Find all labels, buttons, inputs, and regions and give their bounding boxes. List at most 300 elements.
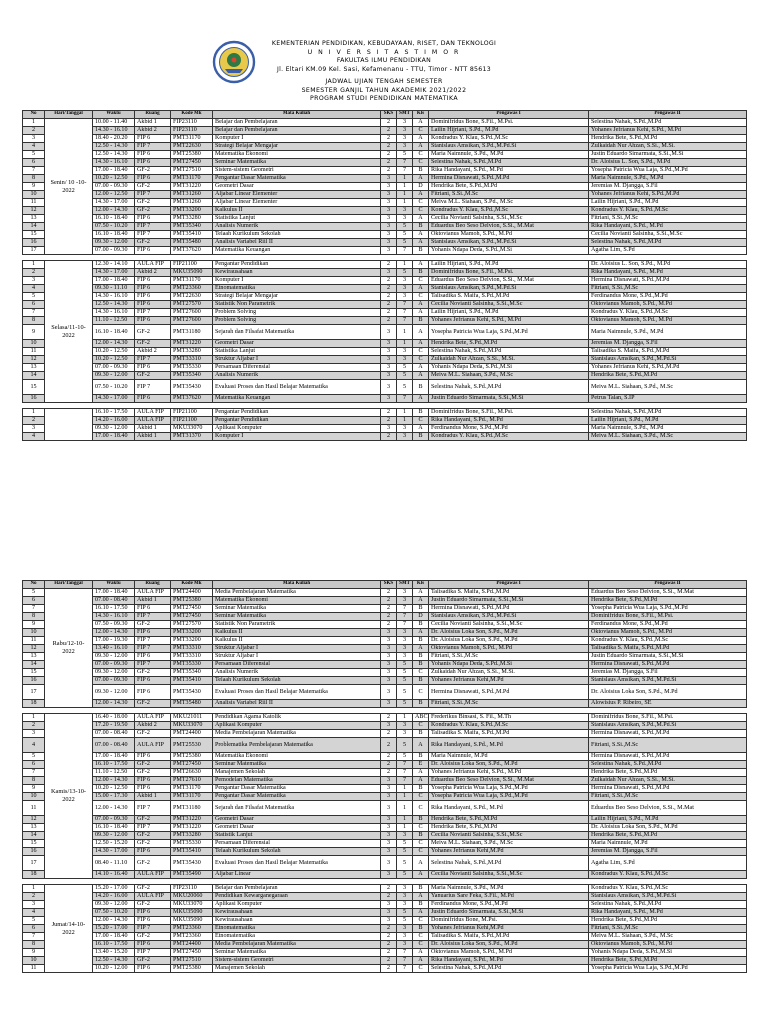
supervisor-1-cell: Hendrika Bete, S.Pd.,M.Pd <box>429 183 589 191</box>
semester-cell: 5 <box>397 380 413 395</box>
row-number-cell: 4 <box>23 143 45 151</box>
course-code-cell: PMT26630 <box>171 769 213 777</box>
course-name-cell: Etnomatematika <box>213 933 381 941</box>
supervisor-2-cell: Lailin Hijriani, S.Pd., M.Pd <box>589 816 747 824</box>
semester-cell: 5 <box>397 231 413 239</box>
credits-cell: 3 <box>381 848 397 856</box>
exam-time-cell: 11.10 - 12.50 <box>93 769 135 777</box>
course-name-cell: Pendidikan Kewarganegaraan <box>213 893 381 901</box>
supervisor-2-cell: Dr. Aloisius Loka Son, S.Pd., M.Pd <box>589 685 747 700</box>
exam-time-cell: 16.10 - 18.40 <box>93 824 135 832</box>
class-cell: C <box>413 277 429 285</box>
row-number-cell: 6 <box>23 925 45 933</box>
course-code-cell: PMT33200 <box>171 629 213 637</box>
room-cell: AULA FIP <box>135 893 171 901</box>
table-row <box>23 700 747 708</box>
exam-time-cell: 07.00 - 08.40 <box>93 730 135 738</box>
supervisor-2-cell: Stanislaus Amsikan, S.Pd.,M.Pd.Si <box>589 722 747 730</box>
day-date-cell <box>45 409 93 441</box>
course-name-cell: Geometri Dasar <box>213 824 381 832</box>
credits-cell: 2 <box>381 613 397 621</box>
table-row <box>23 965 747 973</box>
supervisor-1-cell: Yohanes Jefrianus Kehi, S.Pd., M.Pd <box>429 317 589 325</box>
exam-time-cell: 14.30 - 17.00 <box>93 269 135 277</box>
course-code-cell: PMT35490 <box>171 871 213 879</box>
course-name-cell: Manajemen Sekolah <box>213 769 381 777</box>
row-number-cell: 2 <box>23 722 45 730</box>
university-logo-icon <box>212 40 256 84</box>
course-name-cell: Pengantar Pendidikan <box>213 417 381 425</box>
supervisor-1-cell: Justin Eduardo Simarmata, S.Si.,M.Si <box>429 909 589 917</box>
supervisor-1-cell: Stanislaus Amsikan, S.Pd.,M.Pd.Si <box>429 285 589 293</box>
table-row <box>23 239 747 247</box>
row-number-cell: 3 <box>23 425 45 433</box>
table-row <box>23 183 747 191</box>
course-code-cell: PMT23360 <box>171 925 213 933</box>
class-cell: A <box>413 645 429 653</box>
row-number-cell: 5 <box>23 293 45 301</box>
semester-cell: 5 <box>397 223 413 231</box>
supervisor-1-cell: Yohanis Ndapa Deda, S.Pd.,M.Si <box>429 661 589 669</box>
supervisor-1-cell: Yohanes Jefrianus Kehi,M.Pd <box>429 925 589 933</box>
exam-time-cell: 14.30 - 16.10 <box>93 293 135 301</box>
class-cell: C <box>413 127 429 135</box>
course-code-cell: PMT27450 <box>171 761 213 769</box>
table-row <box>23 605 747 613</box>
semester-cell: 3 <box>397 653 413 661</box>
semester-cell: 1 <box>397 191 413 199</box>
supervisor-1-cell: Meiva M.L. Siahaan, S.Pd., M.Sc <box>429 372 589 380</box>
supervisor-1-cell: Frederikus Binsasi, S. Fil., M.Th <box>429 714 589 722</box>
supervisor-2-cell: Hendrika Bete, S.Pd.,M.Pd <box>589 372 747 380</box>
faculty-line: FAKULTAS ILMU PENDIDIKAN <box>336 57 432 65</box>
row-number-cell: 4 <box>23 285 45 293</box>
class-cell: A <box>413 325 429 340</box>
semester-line: SEMESTER GANJIL TAHUN AKADEMIK 2021/2022 <box>301 86 467 94</box>
class-cell: A <box>413 629 429 637</box>
semester-cell: 5 <box>397 700 413 708</box>
table-row <box>23 738 747 753</box>
semester-cell: 5 <box>397 685 413 700</box>
exam-time-cell: 14.30 - 16.10 <box>93 127 135 135</box>
supervisor-1-cell: Lailin Hijriani, S.Pd., M.Pd <box>429 127 589 135</box>
course-name-cell: Belajar dan Pembelajaran <box>213 127 381 135</box>
supervisor-2-cell: Rika Handayani, S.Pd., M.Pd <box>589 269 747 277</box>
credits-cell: 3 <box>381 340 397 348</box>
supervisor-1-cell: Talisadika S. Maifa, S.Pd.,M.Pd <box>429 589 589 597</box>
supervisor-2-cell: Oktovianus Mamoh, S.Pd., M.Pd <box>589 301 747 309</box>
table-row <box>23 348 747 356</box>
room-cell: GF-2 <box>135 840 171 848</box>
credits-cell: 3 <box>381 425 397 433</box>
course-code-cell: PMT35480 <box>171 700 213 708</box>
supervisor-1-cell: Yanuarius Sare Feka, S.Fil., M.Pd <box>429 893 589 901</box>
column-header: No <box>23 581 45 589</box>
row-number-cell: 17 <box>23 856 45 871</box>
room-cell: FIP 6 <box>135 151 171 159</box>
room-cell: GF-2 <box>135 816 171 824</box>
supervisor-1-cell: Cecilia Novianti Salsinha, S.Si.,M.Sc <box>429 621 589 629</box>
table-row <box>23 753 747 761</box>
row-number-cell: 2 <box>23 269 45 277</box>
supervisor-2-cell: Maria Naimnule, S.Pd., M.Pd <box>589 175 747 183</box>
credits-cell: 3 <box>381 840 397 848</box>
class-cell: A <box>413 301 429 309</box>
exam-time-cell: 09.30 - 12.00 <box>93 425 135 433</box>
room-cell: FIP 7 <box>135 309 171 317</box>
row-number-cell: 15 <box>23 669 45 677</box>
exam-time-cell: 09.30 - 12.00 <box>93 669 135 677</box>
supervisor-1-cell: Selestina Nahak, S.Pd.,M.Pd <box>429 380 589 395</box>
supervisor-1-cell: Eduardus Beo Seso Delvion, S.Si., M.Mat <box>429 223 589 231</box>
exam-time-cell: 07.00 - 09.30 <box>93 677 135 685</box>
table-row <box>23 127 747 135</box>
row-number-cell: 8 <box>23 175 45 183</box>
table-row <box>23 409 747 417</box>
class-cell: B <box>413 605 429 613</box>
exam-time-cell: 15.20 - 17.00 <box>93 885 135 893</box>
exam-time-cell: 12.00 - 14.30 <box>93 777 135 785</box>
supervisor-2-cell: Yohanis Ndapa Deda, S.Pd.,M.Si <box>589 949 747 957</box>
course-name-cell: Pengantar Pendidikan <box>213 261 381 269</box>
row-number-cell: 12 <box>23 207 45 215</box>
course-code-cell: PMT31170 <box>171 785 213 793</box>
supervisor-1-cell: Yosepha Patricia Wua Laja, S.Pd.,M.Pd <box>429 325 589 340</box>
course-name-cell: Analisis Variabel Riil II <box>213 700 381 708</box>
credits-cell: 3 <box>381 239 397 247</box>
course-code-cell: PMT31170 <box>171 135 213 143</box>
room-cell: FIP 7 <box>135 191 171 199</box>
supervisor-1-cell: Dr. Aloisius Loka Son, S.Pd., M.Pd <box>429 761 589 769</box>
room-cell: FIP 6 <box>135 215 171 223</box>
semester-cell: 7 <box>397 309 413 317</box>
semester-cell: 3 <box>397 933 413 941</box>
room-cell: GF-2 <box>135 885 171 893</box>
class-cell: C <box>413 293 429 301</box>
credits-cell: 3 <box>381 856 397 871</box>
exam-time-cell: 17.00 - 18.40 <box>93 277 135 285</box>
table-row <box>23 793 747 801</box>
credits-cell: 2 <box>381 730 397 738</box>
exam-time-cell: 17.00 - 18.40 <box>93 433 135 441</box>
exam-time-cell: 09.30 - 12.00 <box>93 653 135 661</box>
course-name-cell: Seminar Matematika <box>213 761 381 769</box>
supervisor-2-cell: Selestina Nahak, S.Pd.,M.Pd <box>589 761 747 769</box>
table-row <box>23 175 747 183</box>
semester-cell: 1 <box>397 340 413 348</box>
semester-cell: 5 <box>397 677 413 685</box>
credits-cell: 2 <box>381 949 397 957</box>
semester-cell: 5 <box>397 269 413 277</box>
table-row <box>23 159 747 167</box>
table-row <box>23 372 747 380</box>
day-date-cell: Rabu/12-10-2022 <box>45 589 93 708</box>
column-header: Waktu <box>93 111 135 119</box>
room-cell: FIP 6 <box>135 285 171 293</box>
room-cell: FIP 6 <box>135 247 171 255</box>
supervisor-2-cell: Hendrika Bete, S.Pd.,M.Pd <box>589 957 747 965</box>
supervisor-2-cell: Hendrika Bete, S.Pd.,M.Pd <box>589 769 747 777</box>
supervisor-2-cell: Oktovianus Mamoh, S.Pd., M.Pd <box>589 629 747 637</box>
row-number-cell: 11 <box>23 965 45 973</box>
table-row <box>23 309 747 317</box>
credits-cell: 3 <box>381 348 397 356</box>
exam-time-cell: 10.20 - 12.00 <box>93 965 135 973</box>
exam-time-cell: 17.00 - 18.40 <box>93 753 135 761</box>
room-cell: GF-2 <box>135 761 171 769</box>
course-name-cell: Sistem-sistem Geometri <box>213 957 381 965</box>
course-name-cell: Media Pembelajaran Matematika <box>213 589 381 597</box>
credits-cell: 3 <box>381 901 397 909</box>
table-row <box>23 395 747 403</box>
room-cell: FIP 6 <box>135 175 171 183</box>
semester-cell: 5 <box>397 239 413 247</box>
supervisor-1-cell: Rika Handayani, S.Pd., M.Pd <box>429 738 589 753</box>
course-code-cell: PMT35330 <box>171 840 213 848</box>
class-cell: C <box>413 965 429 973</box>
course-code-cell: PMT31220 <box>171 824 213 832</box>
class-cell: B <box>413 925 429 933</box>
course-code-cell: PMT35480 <box>171 239 213 247</box>
semester-cell: 3 <box>397 277 413 285</box>
table-row <box>23 941 747 949</box>
room-cell: AULA FIP <box>135 589 171 597</box>
room-cell: FIP 6 <box>135 677 171 685</box>
exam-time-cell: 14.20 - 16.00 <box>93 417 135 425</box>
credits-cell: 3 <box>381 183 397 191</box>
supervisor-1-cell: Hermina Disnawati, S.Pd.,M.Pd <box>429 175 589 183</box>
table-row <box>23 151 747 159</box>
course-name-cell: Matematika Ekonomi <box>213 753 381 761</box>
class-cell: A <box>413 372 429 380</box>
course-code-cell: PMT25530 <box>171 738 213 753</box>
row-number-cell: 14 <box>23 661 45 669</box>
semester-cell: 1 <box>397 183 413 191</box>
schedule-title-block <box>22 78 746 103</box>
table-row <box>23 957 747 965</box>
supervisor-2-cell: Rika Handayani, S.Pd., M.Pd <box>589 223 747 231</box>
room-cell: AULA FIP <box>135 871 171 879</box>
exam-time-cell: 17.00 - 18.40 <box>93 167 135 175</box>
letterhead <box>22 40 746 110</box>
room-cell: FIP 6 <box>135 965 171 973</box>
schedule-title: JADWAL UJIAN TENGAH SEMESTER <box>325 78 443 86</box>
column-header: SKS <box>381 581 397 589</box>
supervisor-1-cell: Dominifridus Bone, S.Fil., M.Psi. <box>429 119 589 127</box>
supervisor-1-cell: Rika Handayani, S.Pd., M.Pd <box>429 417 589 425</box>
supervisor-2-cell: Maria Naimnule, M.Pd <box>589 840 747 848</box>
supervisor-2-cell: Hermina Disnawati, S.Pd.,M.Pd <box>589 277 747 285</box>
supervisor-2-cell: Jeremias M. Djangga, S.Fil <box>589 183 747 191</box>
course-code-cell: PMT27610 <box>171 777 213 785</box>
column-header: Pengawas II <box>589 581 747 589</box>
exam-time-cell: 07.00 - 09.30 <box>93 661 135 669</box>
class-cell: C <box>413 669 429 677</box>
supervisor-1-cell: Selestina Nahak, S.Pd.,M.Pd <box>429 856 589 871</box>
exam-time-cell: 07.50 - 10.20 <box>93 223 135 231</box>
course-code-cell: PMT33280 <box>171 348 213 356</box>
credits-cell: 2 <box>381 738 397 753</box>
supervisor-2-cell: Fitriani, S.Si.,M.Sc <box>589 793 747 801</box>
row-number-cell: 8 <box>23 317 45 325</box>
column-header: No <box>23 111 45 119</box>
course-name-cell: Komputer I <box>213 277 381 285</box>
exam-time-cell: 11.10 - 12.50 <box>93 317 135 325</box>
exam-time-cell: 07.50 - 10.20 <box>93 380 135 395</box>
row-number-cell: 4 <box>23 909 45 917</box>
table-row <box>23 653 747 661</box>
credits-cell: 3 <box>381 231 397 239</box>
table-row <box>23 247 747 255</box>
exam-time-cell: 07.00 - 08.40 <box>93 597 135 605</box>
exam-time-cell: 12.00 - 14.30 <box>93 801 135 816</box>
credits-cell: 2 <box>381 135 397 143</box>
row-number-cell: 16 <box>23 677 45 685</box>
course-code-cell: PMT37620 <box>171 247 213 255</box>
room-cell: AULA FIP <box>135 714 171 722</box>
table-row <box>23 661 747 669</box>
class-cell: A <box>413 769 429 777</box>
exam-time-cell: 18.40 - 20.20 <box>93 135 135 143</box>
credits-cell: 3 <box>381 917 397 925</box>
semester-cell: 7 <box>397 301 413 309</box>
supervisor-1-cell: Oktovianus Mamoh, S.Pd., M.Pd <box>429 231 589 239</box>
class-cell: C <box>413 348 429 356</box>
exam-time-cell: 09.30 - 12.00 <box>93 901 135 909</box>
room-cell: GF-2 <box>135 730 171 738</box>
class-cell: A <box>413 738 429 753</box>
semester-cell: 5 <box>397 661 413 669</box>
semester-cell: 5 <box>397 856 413 871</box>
row-number-cell: 11 <box>23 637 45 645</box>
room-cell: AULA FIP <box>135 261 171 269</box>
semester-cell: 3 <box>397 207 413 215</box>
course-name-cell: Struktur Aljabar I <box>213 653 381 661</box>
supervisor-2-cell: Yohanes Jefrianus Kehi, S.Pd.,M.Pd <box>589 191 747 199</box>
semester-cell: 3 <box>397 135 413 143</box>
class-cell: A <box>413 143 429 151</box>
semester-cell: 3 <box>397 629 413 637</box>
row-number-cell: 13 <box>23 824 45 832</box>
column-header: Pengawas II <box>589 111 747 119</box>
course-code-cell: PMT33310 <box>171 356 213 364</box>
credits-cell: 3 <box>381 215 397 223</box>
credits-cell: 3 <box>381 395 397 403</box>
table-row <box>23 167 747 175</box>
row-number-cell: 6 <box>23 761 45 769</box>
course-code-cell: PMT35410 <box>171 848 213 856</box>
supervisor-2-cell: Hendrika Bete, S.Pd.,M.Pd <box>589 135 747 143</box>
exam-time-cell: 12.50 - 14.30 <box>93 301 135 309</box>
room-cell: GF-2 <box>135 957 171 965</box>
room-cell: FIP 6 <box>135 277 171 285</box>
course-code-cell: FIP21100 <box>171 261 213 269</box>
row-number-cell: 14 <box>23 372 45 380</box>
credits-cell: 2 <box>381 597 397 605</box>
room-cell: AULA FIP <box>135 409 171 417</box>
course-code-cell: PMT27510 <box>171 957 213 965</box>
supervisor-1-cell: Yohanes Jefrianus Kehi,M.Pd <box>429 677 589 685</box>
course-name-cell: Struktur Aljabar I <box>213 645 381 653</box>
row-number-cell: 7 <box>23 167 45 175</box>
row-number-cell: 8 <box>23 941 45 949</box>
row-number-cell: 15 <box>23 380 45 395</box>
row-number-cell: 2 <box>23 127 45 135</box>
supervisor-2-cell: Kondradus Y. Klau, S.Pd.,M.Sc <box>589 207 747 215</box>
semester-cell: 7 <box>397 621 413 629</box>
table-row <box>23 917 747 925</box>
table-row <box>23 621 747 629</box>
course-code-cell: PMT24400 <box>171 730 213 738</box>
row-number-cell: 16 <box>23 395 45 403</box>
semester-cell: 3 <box>397 433 413 441</box>
supervisor-1-cell: Oktovianus Mamoh, S.Pd., M.Pd <box>429 949 589 957</box>
course-name-cell: Kalkulus II <box>213 207 381 215</box>
supervisor-1-cell: Hendrika Bete, S.Pd.,M.Pd <box>429 816 589 824</box>
table-row <box>23 677 747 685</box>
exam-time-cell: 10.20 - 12.50 <box>93 356 135 364</box>
row-number-cell: 7 <box>23 933 45 941</box>
room-cell: AULA FIP <box>135 738 171 753</box>
room-cell: FIP 6 <box>135 159 171 167</box>
course-code-cell: MKU33070 <box>171 901 213 909</box>
semester-cell: 7 <box>397 167 413 175</box>
row-number-cell: 11 <box>23 801 45 816</box>
supervisor-1-cell: Talisadika S. Maifa, S.Pd.,M.Pd <box>429 933 589 941</box>
course-code-cell: PMT24400 <box>171 941 213 949</box>
table-row <box>23 325 747 340</box>
supervisor-2-cell: Eduardus Beo Seso Delvion, S.Si., M.Mat <box>589 801 747 816</box>
room-cell: FIP 6 <box>135 653 171 661</box>
course-code-cell: PMT27450 <box>171 949 213 957</box>
semester-cell: 7 <box>397 247 413 255</box>
row-number-cell: 9 <box>23 785 45 793</box>
supervisor-2-cell: Lailin Hijriani, S.Pd., M.Pd <box>589 417 747 425</box>
exam-time-cell: 07.00 - 08.40 <box>93 738 135 753</box>
credits-cell: 2 <box>381 433 397 441</box>
semester-cell: 3 <box>397 645 413 653</box>
exam-time-cell: 13.40 - 16.10 <box>93 645 135 653</box>
class-cell: C <box>413 793 429 801</box>
credits-cell: 2 <box>381 143 397 151</box>
schedule-table-2 <box>22 580 747 973</box>
supervisor-2-cell: Dr. Aloisius L. Son, S.Pd., M.Pd <box>589 261 747 269</box>
class-cell: B <box>413 816 429 824</box>
table-row <box>23 277 747 285</box>
supervisor-2-cell: Justin Eduardo Simarmata, S.Si.,M.Si <box>589 653 747 661</box>
table-row <box>23 191 747 199</box>
semester-cell: 1 <box>397 793 413 801</box>
supervisor-2-cell: Hendrika Bete, S.Pd.,M.Pd <box>589 832 747 840</box>
course-code-cell: PMT27570 <box>171 621 213 629</box>
table-row <box>23 871 747 879</box>
course-name-cell: Komputer I <box>213 135 381 143</box>
room-cell: Akbid 2 <box>135 269 171 277</box>
supervisor-1-cell: Kondradus Y. Klau, S.Pd.,M.Sc <box>429 207 589 215</box>
row-number-cell: 4 <box>23 738 45 753</box>
semester-cell: 7 <box>397 949 413 957</box>
row-number-cell: 17 <box>23 247 45 255</box>
column-header: Ruang <box>135 111 171 119</box>
class-cell: C <box>413 199 429 207</box>
course-name-cell: Pengantar Dasar Matematika <box>213 793 381 801</box>
semester-cell: 3 <box>397 893 413 901</box>
supervisor-1-cell: Cecilia Novianti Salsinha, S.Si.,M.Sc <box>429 871 589 879</box>
table-row <box>23 285 747 293</box>
room-cell: FIP 7 <box>135 949 171 957</box>
column-header: Hari/Tanggal <box>45 111 93 119</box>
credits-cell: 2 <box>381 277 397 285</box>
